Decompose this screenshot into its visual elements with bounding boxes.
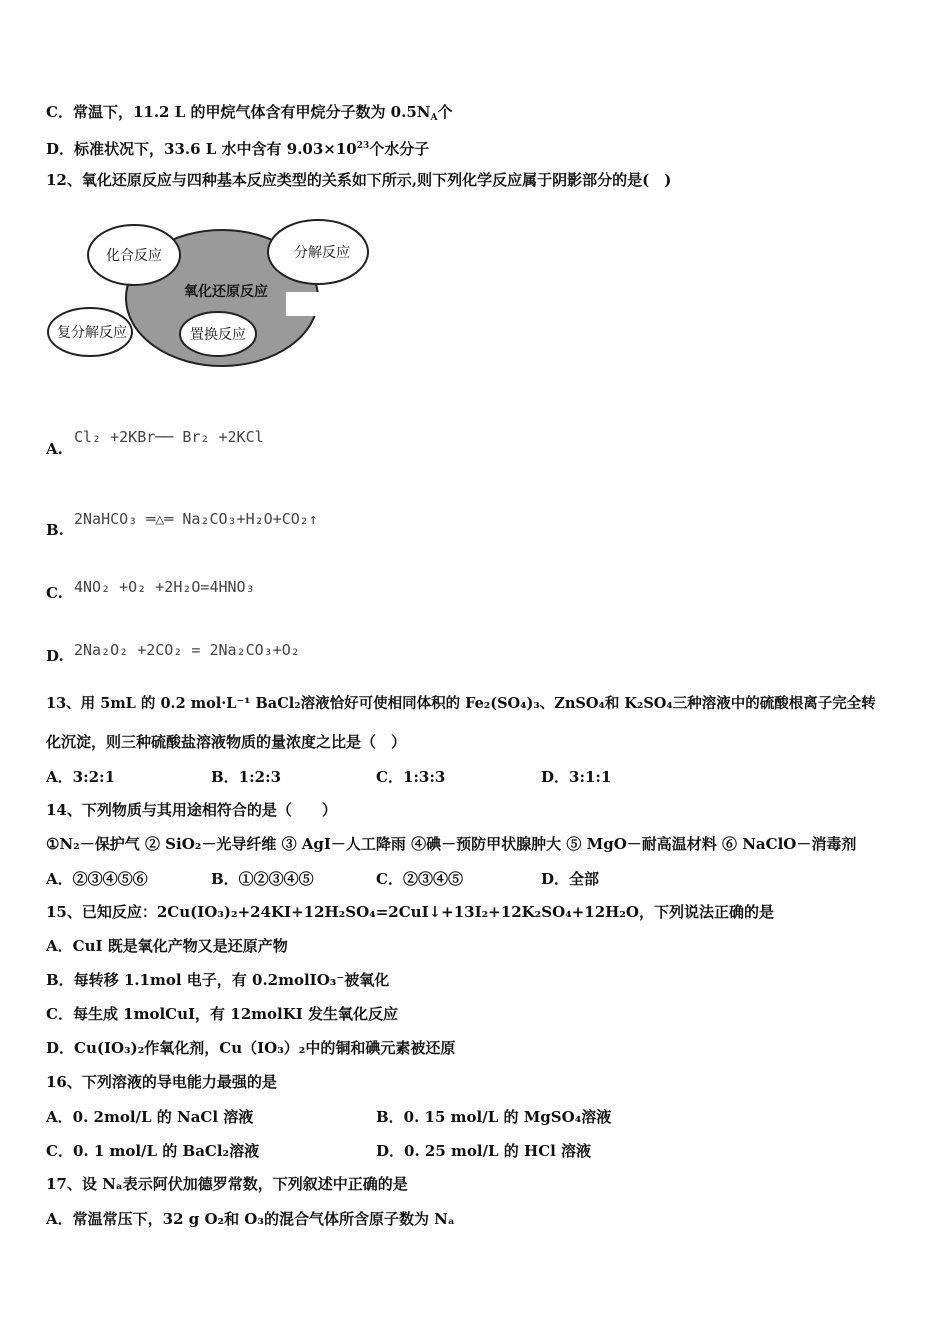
label-decomposition: 分解反应	[294, 245, 350, 261]
q17-option-a: A．常温常压下，32 g O₂和 O₃的混合气体所含原子数为 Nₐ	[46, 1210, 455, 1228]
q13-stem-line2: 化沉淀，则三种硫酸盐溶液物质的量浓度之比是（ ）	[46, 733, 407, 751]
q14-option-d: D．全部	[541, 870, 600, 888]
q13-option-a: A．3:2:1	[46, 768, 116, 786]
q16-stem: 16、下列溶液的导电能力最强的是	[46, 1073, 277, 1091]
label-displacement: 置换反应	[190, 327, 246, 343]
q16-option-d: D．0. 25 mol/L 的 HCl 溶液	[376, 1142, 592, 1160]
q15-option-b: B．每转移 1.1mol 电子，有 0.2molIO₃⁻被氧化	[46, 971, 390, 989]
q15-option-a: A．CuI 既是氧化产物又是还原产物	[46, 937, 288, 955]
label-combination: 化合反应	[106, 248, 162, 264]
q11-option-c: C．常温下，11.2 L 的甲烷气体含有甲烷分子数为 $0.5N_A$个	[46, 103, 453, 123]
image-artifact	[286, 292, 344, 316]
label-redox: 氧化还原反应	[184, 284, 268, 300]
q12-option-b-formula: 2NaHCO₃ ═△═ Na₂CO₃+H₂O+CO₂↑	[74, 510, 318, 528]
q12-stem: 12、氧化还原反应与四种基本反应类型的关系如下所示,则下列化学反应属于阴影部分的是( )	[46, 171, 672, 189]
q13-option-d: D．3:1:1	[541, 768, 612, 786]
q12-option-a-label: A.	[46, 440, 63, 458]
q13-option-b: B．1:2:3	[211, 768, 282, 786]
q12-option-d-formula: 2Na₂O₂ +2CO₂ = 2Na₂CO₃+O₂	[74, 641, 300, 659]
q15-option-d: D．Cu(IO₃)₂作氧化剂，Cu（IO₃）₂中的铜和碘元素被还原	[46, 1039, 456, 1057]
label-double-displacement: 复分解反应	[57, 325, 127, 341]
q14-stem: 14、下列物质与其用途相符合的是（ ）	[46, 801, 337, 819]
q13-option-c: C．1:3:3	[376, 768, 446, 786]
q14-option-c: C．②③④⑤	[376, 870, 463, 888]
redox-venn-diagram	[44, 210, 384, 370]
q12-option-c-formula: 4NO₂ +O₂ +2H₂O=4HNO₃	[74, 578, 255, 596]
q16-option-a: A．0. 2mol/L 的 NaCl 溶液	[46, 1108, 254, 1126]
q12-option-d-label: D.	[46, 647, 64, 665]
q16-option-c: C．0. 1 mol/L 的 BaCl₂溶液	[46, 1142, 260, 1160]
q11-option-d: D．标准状况下，33.6 L 水中含有 $9.03\times 10^{23}$个水分子	[46, 140, 430, 158]
q16-option-b: B．0. 15 mol/L 的 MgSO₄溶液	[376, 1108, 612, 1126]
q12-option-c-label: C.	[46, 584, 63, 602]
q13-stem-line1: 13、用 5mL 的 0.2 mol·L⁻¹ BaCl₂溶液恰好可使相同体积的 Fe₂(SO₄)₃、ZnSO₄和 K₂SO₄三种溶液中的硫酸根离子完全转	[46, 695, 876, 712]
q15-stem: 15、已知反应：2Cu(IO₃)₂+24KI+12H₂SO₄=2CuI↓+13I₂+12K₂SO₄+12H₂O，下列说法正确的是	[46, 903, 774, 921]
q14-option-a: A．②③④⑤⑥	[46, 870, 148, 888]
q14-items: ①N₂－保护气 ② SiO₂－光导纤维 ③ AgI－人工降雨 ④碘－预防甲状腺肿大 ⑤ MgO－耐高温材料 ⑥ NaClO－消毒剂	[46, 835, 857, 853]
q12-option-a-formula: Cl₂ +2KBr── Br₂ +2KCl	[74, 428, 264, 446]
q14-option-b: B．①②③④⑤	[211, 870, 314, 888]
q17-stem: 17、设 Nₐ表示阿伏加德罗常数，下列叙述中正确的是	[46, 1175, 408, 1193]
q15-option-c: C．每生成 1molCuI，有 12molKI 发生氧化反应	[46, 1005, 398, 1023]
q12-option-b-label: B.	[46, 521, 64, 539]
